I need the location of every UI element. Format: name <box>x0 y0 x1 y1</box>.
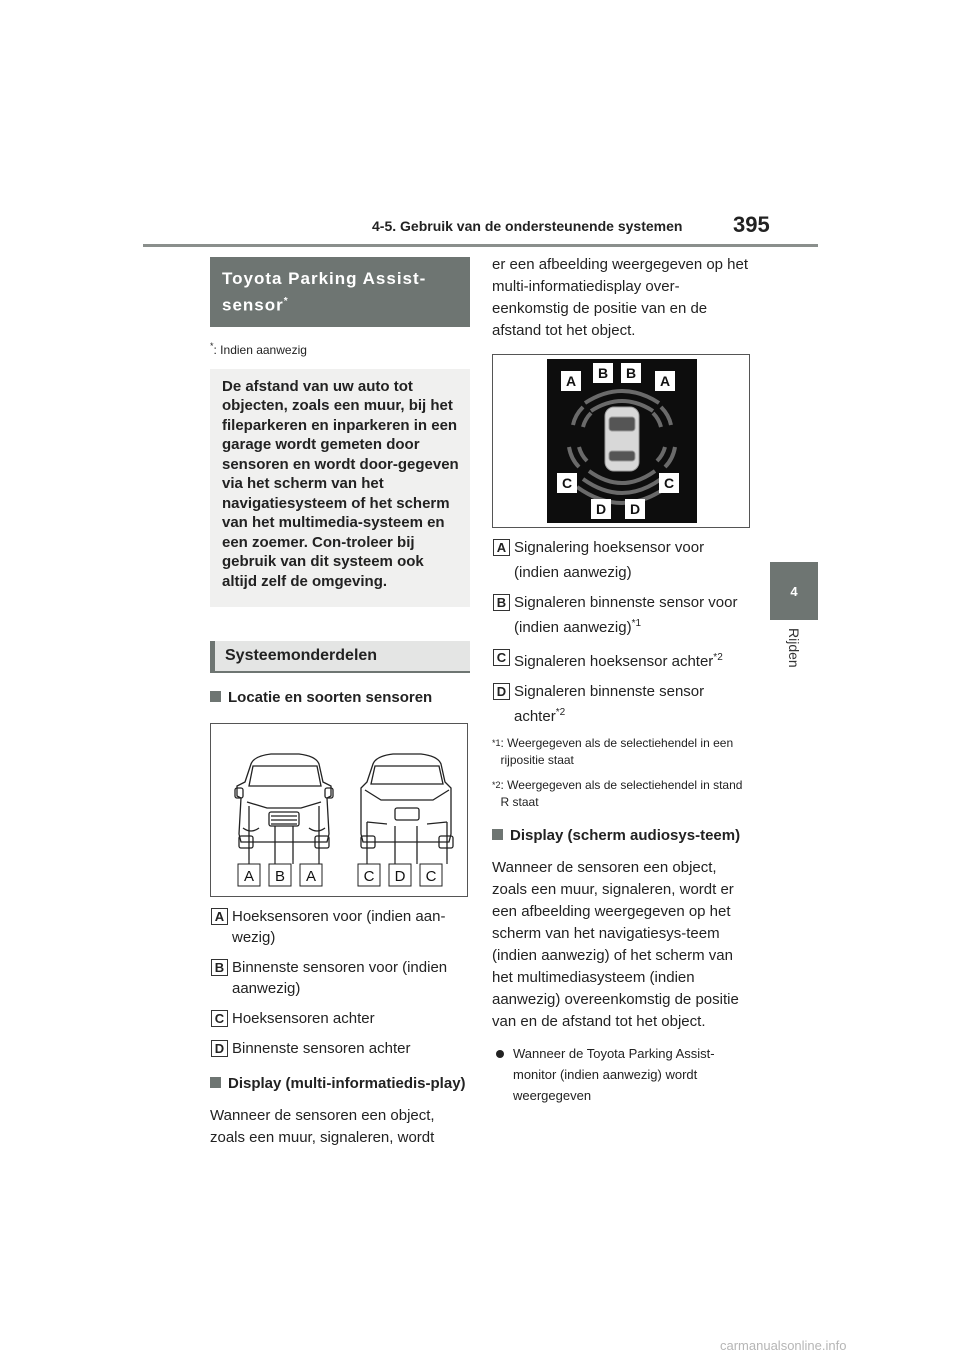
fig1-label-d: D <box>394 868 406 886</box>
monitor-bullet: Wanneer de Toyota Parking Assist-monitor (indien aanwezig) wordt weergegeven <box>492 1043 750 1106</box>
components-title: Systeemonderdelen <box>210 641 470 673</box>
fig2-label-b2: B <box>625 365 637 381</box>
legend-item-c: C Hoeksensoren achter <box>210 1008 470 1029</box>
multi-info-display-figure <box>492 354 750 528</box>
fig1-label-a1: A <box>243 868 255 886</box>
watermark: carmanualsonline.info <box>720 1338 847 1353</box>
display-heading: Display (multi-informatiedis-play) <box>210 1073 470 1095</box>
fig2-label-d2: D <box>629 501 641 517</box>
display2-text: Wanneer de sensoren een object, zoals een muur, signaleren, wordt er een afbeelding weergegeven op het scherm van het navigatiesys-teem (indien aanwezig) of het scherm van het multimediasysteem (indien aanwezig) overeenkomstig de positie van en de afstand tot het object. <box>492 859 739 1030</box>
display-text: Wanneer de sensoren een object, zoals een muur, signaleren, wordt <box>210 1107 435 1147</box>
legend-item-d: D Binnenste sensoren achter <box>210 1038 470 1059</box>
display-legend <box>492 537 750 727</box>
display-text-continued: er een afbeelding weergegeven op het multi-informatiedisplay over-eenkomstig de positie van en de afstand tot het object. <box>492 256 749 339</box>
chapter-label: Rijden <box>786 628 802 668</box>
sensor-display-illustration <box>493 355 749 527</box>
left-column <box>210 257 470 1149</box>
car-front-rear-illustration <box>211 724 469 898</box>
display-legend-d: D Signaleren binnenste sensor achter$^{*2}$ <box>492 681 750 727</box>
location-legend <box>210 906 470 1059</box>
legend-item-b: B Binnenste sensoren voor (indien aanwezig) <box>210 957 470 999</box>
fig2-label-a2: A <box>659 373 671 389</box>
display-legend-a: A Signalering hoeksensor voor (indien aanwezig) <box>492 537 750 583</box>
bullet-dot-icon <box>496 1050 504 1058</box>
availability-footnote: *: Indien aanwezig <box>210 340 307 357</box>
fig1-label-c2: C <box>425 868 437 886</box>
fig2-label-c1: C <box>561 475 573 491</box>
page-number: 395 <box>733 212 770 237</box>
location-heading: Locatie en soorten sensoren <box>210 687 470 709</box>
section-title: Toyota Parking Assist-sensor* <box>210 257 470 327</box>
note-2: *2 : Weergegeven als de selectiehendel in stand R staat <box>492 778 743 809</box>
header-rule <box>143 244 818 247</box>
right-column <box>492 254 750 1106</box>
header-section-title: 4-5. Gebruik van de ondersteunende systemen <box>372 218 683 234</box>
fig2-label-c2: C <box>663 475 675 491</box>
legend-item-a: A Hoeksensoren voor (indien aan-wezig) <box>210 906 470 948</box>
display2-heading: Display (scherm audiosys-teem) <box>492 825 750 847</box>
chapter-tab[interactable]: 4 <box>770 562 818 620</box>
intro-text: De afstand van uw auto tot objecten, zoals een muur, bij het fileparkeren en inparkeren in een garage wordt gemeten door sensoren en wordt door-gegeven via het scherm van het navigatiesysteem of het scherm van het multimedia-systeem en een zoemer. Con-troleer bij gebruik van dit systeem ook altijd zelf de omgeving. <box>210 369 470 608</box>
fig1-label-b: B <box>274 868 286 886</box>
car-front-drawing <box>235 754 333 860</box>
display-legend-b: B Signaleren binnenste sensor voor (indien aanwezig)$^{*1}$ <box>492 592 750 638</box>
fig2-label-b1: B <box>597 365 609 381</box>
car-top-view <box>605 407 639 471</box>
sensor-location-figure <box>210 723 468 897</box>
fig2-label-a1: A <box>565 373 577 389</box>
car-rear-drawing <box>361 754 453 860</box>
fig1-label-a2: A <box>305 868 317 886</box>
fig2-label-d1: D <box>595 501 607 517</box>
display-legend-c: C Signaleren hoeksensor achter$^{*2}$ <box>492 647 750 672</box>
note-1: *1 : Weergegeven als de selectiehendel in een rijpositie staat <box>492 736 734 767</box>
fig1-label-c1: C <box>363 868 375 886</box>
